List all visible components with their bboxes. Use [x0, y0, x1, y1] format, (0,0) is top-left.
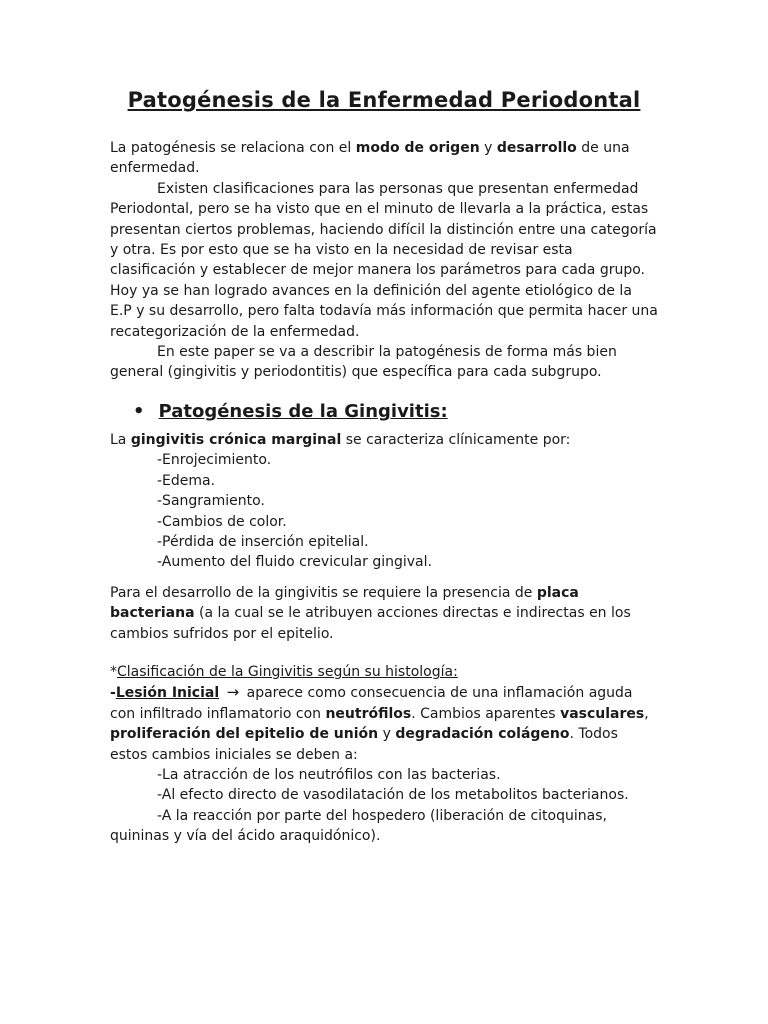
emphasis-placa-bacteriana: placa bacteriana — [110, 585, 579, 622]
intro-paragraph-1: La patogénesis se relaciona con el modo de origen y desarrollo de una enfermedad. — [110, 140, 630, 177]
clinical-sign: -Sangramiento. — [157, 493, 265, 510]
clinical-sign: -Enrojecimiento. — [157, 452, 272, 469]
intro-paragraph-3: En este paper se va a describir la patogénesis de forma más bien general (gingivitis y periodontitis) que específica para cada subgrupo. — [110, 344, 617, 381]
emphasis-modo-de-origen: modo de origen — [355, 140, 480, 156]
clinical-sign: -Pérdida de inserción epitelial. — [157, 534, 369, 551]
arrow-right-icon: → — [226, 683, 240, 702]
lesion-inicial-term: Lesión Inicial — [115, 685, 220, 702]
gingivitis-section — [110, 430, 658, 573]
cause-item: -Al efecto directo de vasodilatación de los metabolitos bacterianos. — [157, 787, 629, 804]
page-title: Patogénesis de la Enfermedad Periodontal — [127, 88, 641, 112]
clinical-sign: -Aumento del fluido crevicular gingival. — [157, 554, 432, 571]
cause-item: -La atracción de los neutrófilos con las bacterias. — [157, 767, 501, 784]
plaque-paragraph: Para el desarrollo de la gingivitis se requiere la presencia de placa bacteriana (a la cual se le atribuyen acciones directas e indirectas en los cambios sufridos por el epitelio. — [110, 585, 631, 642]
section-heading — [133, 401, 448, 422]
classification-title: *Clasificación de la Gingivitis según su histología: — [110, 664, 458, 680]
intro-paragraph-2: Existen clasificaciones para las personas que presentan enfermedad Periodontal, pero se ha visto que en el minuto de llevarla a la práctica, estas presentan ciertos problemas, haciendo difícil la distinción entre una categoría y otra. Es por esto que se ha visto en la necesidad de revisar esta clasificación y establecer de mejor manera los parámetros para cada grupo. Hoy ya se han logrado avances en la definición del agente etiológico de la E.P y su desarrollo, pero falta todavía más información que permita hacer una recategorización de la enfermedad. — [110, 180, 658, 340]
lesion-inicial-paragraph: -Lesión Inicial → aparece como consecuencia de una inflamación aguda con infiltrado inflamatorio con neutrófilos. Cambios aparentes vasculares, proliferación del epitelio de unión y degradación colágeno. Todos estos cambios iniciales se deben a: — [110, 683, 649, 763]
gingivitis-lead: La gingivitis crónica marginal se caracteriza clínicamente por: — [110, 432, 571, 448]
classification-section — [110, 662, 658, 847]
clinical-sign: -Edema. — [157, 472, 216, 489]
emphasis-desarrollo: desarrollo — [496, 140, 577, 156]
emphasis-gingivitis-cronica: gingivitis crónica marginal — [130, 432, 342, 448]
intro-section — [110, 138, 658, 383]
section-heading-text: Patogénesis de la Gingivitis: — [158, 401, 448, 422]
clinical-sign: -Cambios de color. — [157, 513, 287, 530]
bullet-icon: • — [133, 401, 145, 422]
cause-item: -A la reacción por parte del hospedero (liberación de citoquinas, quininas y vía del ácido araquidónico). — [110, 807, 607, 845]
